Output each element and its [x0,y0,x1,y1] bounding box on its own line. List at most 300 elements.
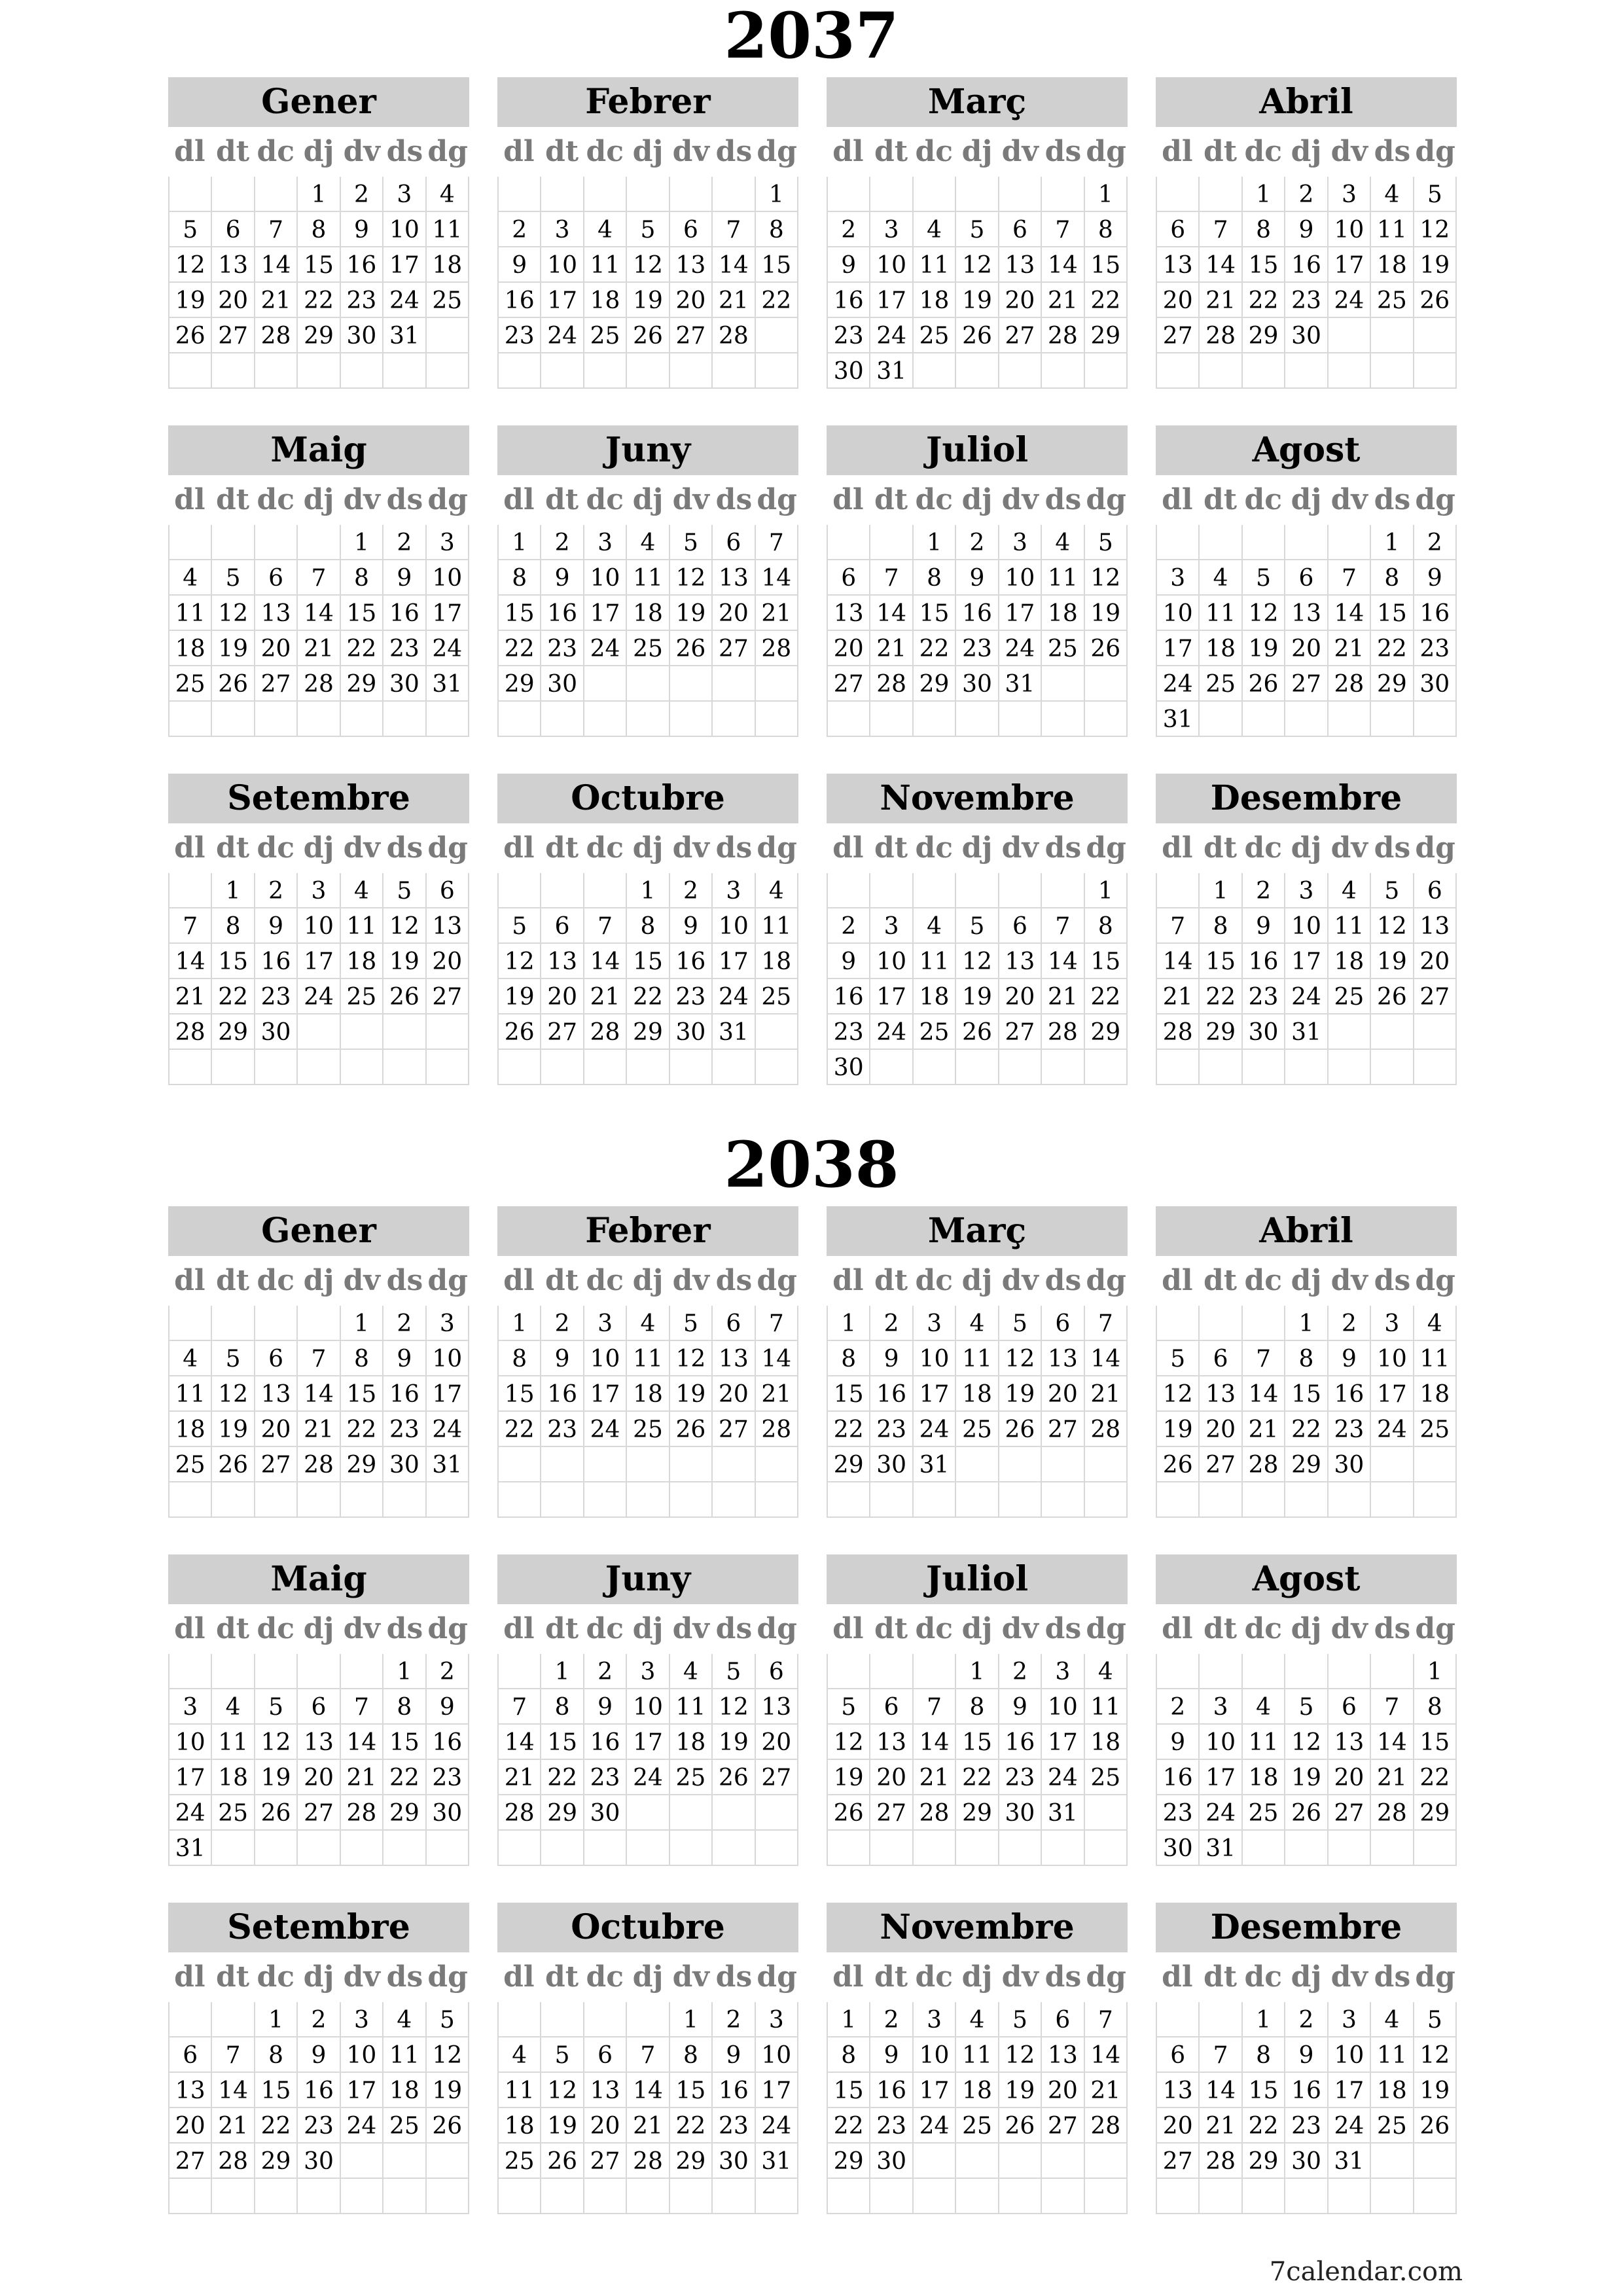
day-cell: 27 [427,979,469,1014]
day-cell: 19 [956,979,999,1014]
weekday-label: dg [1415,135,1455,168]
day-cell: 4 [627,525,669,560]
day-cell: 21 [499,1760,541,1795]
day-cell: 9 [541,560,584,596]
month-calendar [827,1554,1128,1866]
empty-cell [212,1306,255,1341]
empty-cell [383,1014,426,1050]
day-cell: 19 [670,596,713,631]
day-cell: 26 [670,631,713,666]
weekday-label: dv [1001,831,1039,865]
empty-cell [828,1482,870,1518]
weekday-label: dl [1162,483,1193,516]
day-cell: 30 [383,666,426,702]
day-cell: 31 [870,353,913,389]
day-cell: 30 [427,1795,469,1831]
empty-cell [670,702,713,737]
weekday-label: dc [257,135,295,168]
day-cell: 10 [1285,908,1328,944]
day-cell: 18 [341,944,383,979]
day-cell: 11 [670,1689,713,1725]
weekday-label: dc [915,135,954,168]
empty-cell [169,353,212,389]
empty-cell [255,525,298,560]
weekday-label: dj [303,1264,334,1297]
day-cell: 7 [627,2037,669,2073]
weekday-label: dl [1162,1612,1193,1645]
empty-cell [427,1014,469,1050]
day-cell: 1 [1085,177,1128,212]
day-cell: 21 [1157,979,1200,1014]
day-cell: 15 [756,247,798,283]
empty-cell [255,1050,298,1085]
day-cell: 12 [255,1725,298,1760]
empty-cell [169,2002,212,2037]
day-cell: 13 [756,1689,798,1725]
empty-cell [341,353,383,389]
empty-cell [870,1482,913,1518]
day-cell: 6 [427,873,469,908]
empty-cell [383,353,426,389]
day-cell: 22 [828,2108,870,2144]
empty-cell [255,1482,298,1518]
day-cell: 26 [1243,666,1285,702]
day-cell: 7 [1042,212,1084,247]
empty-cell [756,318,798,353]
day-cell: 12 [670,1341,713,1376]
day-cell: 8 [1200,908,1242,944]
day-cell: 28 [756,1412,798,1447]
weekday-label: dv [343,1612,380,1645]
empty-cell [1243,2179,1285,2214]
day-cell: 31 [383,318,426,353]
empty-cell [1042,873,1084,908]
empty-cell [1414,353,1457,389]
weekday-label: ds [1374,1264,1411,1297]
day-cell: 13 [713,1341,755,1376]
day-cell: 5 [427,2002,469,2037]
empty-cell [584,2179,627,2214]
day-cell: 22 [383,1760,426,1795]
day-cell: 11 [1371,212,1414,247]
day-cell: 15 [670,2073,713,2108]
day-cell: 13 [1414,908,1457,944]
empty-cell [541,1831,584,1866]
day-cell: 3 [1371,1306,1414,1341]
day-cell: 10 [914,2037,956,2073]
day-cell: 21 [1042,283,1084,318]
weekday-label: dc [586,135,624,168]
weekday-label: dc [586,831,624,865]
day-cell: 13 [1042,2037,1084,2073]
weekday-header [168,475,469,525]
day-cell: 18 [956,1376,999,1412]
day-cell: 26 [1414,283,1457,318]
day-cell: 7 [341,1689,383,1725]
day-cell: 7 [1042,908,1084,944]
weekday-label: dg [1086,1264,1126,1297]
weekday-header [827,127,1128,177]
weekday-label: dl [1162,831,1193,865]
empty-cell [383,2179,426,2214]
day-grid [827,1654,1128,1866]
empty-cell [1157,1654,1200,1689]
month-name: Abril [1156,77,1457,127]
day-cell: 25 [499,2144,541,2179]
weekday-label: dg [427,1960,468,1994]
empty-cell [212,702,255,737]
empty-cell [828,525,870,560]
day-cell: 9 [1157,1725,1200,1760]
day-cell: 21 [627,2108,669,2144]
day-cell: 30 [1285,2144,1328,2179]
empty-cell [914,702,956,737]
month-calendar [168,1554,469,1866]
empty-cell [828,1654,870,1689]
day-cell: 15 [383,1725,426,1760]
day-cell: 21 [1200,283,1242,318]
day-cell: 7 [298,560,340,596]
day-cell: 30 [1285,318,1328,353]
empty-cell [914,1482,956,1518]
day-cell: 30 [298,2144,340,2179]
month-calendar [168,1206,469,1518]
day-cell: 26 [999,2108,1042,2144]
day-cell: 25 [1371,283,1414,318]
day-cell: 5 [169,212,212,247]
empty-cell [255,1654,298,1689]
day-cell: 12 [1157,1376,1200,1412]
day-cell: 29 [828,1447,870,1482]
day-cell: 14 [212,2073,255,2108]
day-cell: 6 [298,1689,340,1725]
day-cell: 21 [298,631,340,666]
empty-cell [999,873,1042,908]
weekday-label: dj [632,1612,664,1645]
weekday-label: dg [1086,1612,1126,1645]
day-cell: 14 [1085,2037,1128,2073]
day-cell: 6 [1414,873,1457,908]
weekday-label: dg [1415,1960,1455,1994]
empty-cell [713,1831,755,1866]
day-cell: 23 [828,318,870,353]
day-cell: 23 [1285,283,1328,318]
day-cell: 29 [828,2144,870,2179]
weekday-label: dt [874,831,908,865]
day-cell: 11 [383,2037,426,2073]
day-cell: 18 [169,631,212,666]
empty-cell [670,2179,713,2214]
weekday-label: dl [503,483,535,516]
empty-cell [1329,1050,1371,1085]
day-cell: 8 [670,2037,713,2073]
weekday-header [497,823,798,873]
weekday-label: dc [1244,1960,1283,1994]
empty-cell [499,2002,541,2037]
day-cell: 27 [1414,979,1457,1014]
day-cell: 25 [914,318,956,353]
weekday-label: dc [915,1264,954,1297]
weekday-label: dc [1244,1264,1283,1297]
day-cell: 28 [1243,1447,1285,1482]
month-name: Maig [168,1554,469,1604]
day-cell: 16 [383,596,426,631]
weekday-label: dv [1330,1960,1368,1994]
day-cell: 19 [670,1376,713,1412]
empty-cell [870,1831,913,1866]
day-cell: 5 [956,212,999,247]
day-cell: 28 [584,1014,627,1050]
day-cell: 2 [383,525,426,560]
weekday-label: dc [586,1612,624,1645]
day-cell: 1 [499,525,541,560]
weekday-header [1156,1952,1457,2002]
day-grid [1156,873,1457,1085]
day-cell: 15 [1414,1725,1457,1760]
day-cell: 28 [169,1014,212,1050]
empty-cell [1200,2002,1242,2037]
year-title: 2038 [724,1128,899,1202]
day-cell: 26 [427,2108,469,2144]
empty-cell [1157,1306,1200,1341]
day-cell: 16 [298,2073,340,2108]
day-cell: 24 [1285,979,1328,1014]
empty-cell [956,2144,999,2179]
day-cell: 10 [1371,1341,1414,1376]
empty-cell [212,1482,255,1518]
day-cell: 25 [427,283,469,318]
day-cell: 22 [1243,2108,1285,2144]
day-cell: 6 [212,212,255,247]
month-name: Febrer [497,77,798,127]
day-cell: 9 [713,2037,755,2073]
day-cell: 15 [255,2073,298,2108]
day-cell: 7 [713,212,755,247]
day-cell: 29 [499,666,541,702]
empty-cell [1285,1831,1328,1866]
day-cell: 1 [1243,2002,1285,2037]
day-cell: 19 [255,1760,298,1795]
empty-cell [1414,1482,1457,1518]
site-watermark: 7calendar.com [1269,2257,1463,2287]
day-cell: 3 [1285,873,1328,908]
day-cell: 10 [627,1689,669,1725]
empty-cell [1371,2179,1414,2214]
day-cell: 5 [255,1689,298,1725]
day-cell: 25 [956,1412,999,1447]
day-grid [827,2002,1128,2214]
weekday-label: ds [1044,483,1082,516]
day-cell: 8 [341,1341,383,1376]
empty-cell [499,177,541,212]
day-cell: 3 [169,1689,212,1725]
empty-cell [427,353,469,389]
weekday-header [1156,1256,1457,1306]
empty-cell [169,1306,212,1341]
day-cell: 15 [1085,944,1128,979]
weekday-label: dl [174,1612,205,1645]
day-cell: 19 [169,283,212,318]
empty-cell [541,1482,584,1518]
empty-cell [999,1447,1042,1482]
empty-cell [870,1050,913,1085]
month-name: Març [827,1206,1128,1256]
weekday-label: dl [503,1960,535,1994]
day-cell: 13 [212,247,255,283]
day-cell: 12 [627,247,669,283]
day-cell: 26 [169,318,212,353]
empty-cell [169,1654,212,1689]
day-cell: 1 [1243,177,1285,212]
day-cell: 6 [999,212,1042,247]
day-cell: 18 [427,247,469,283]
empty-cell [298,1050,340,1085]
day-cell: 30 [670,1014,713,1050]
empty-cell [713,2179,755,2214]
empty-cell [383,1050,426,1085]
day-cell: 27 [1285,666,1328,702]
day-cell: 3 [427,525,469,560]
day-cell: 1 [914,525,956,560]
day-cell: 30 [956,666,999,702]
day-cell: 8 [828,2037,870,2073]
weekday-label: ds [715,135,753,168]
day-cell: 5 [1414,2002,1457,2037]
day-cell: 6 [713,525,755,560]
empty-cell [212,525,255,560]
day-cell: 3 [1042,1654,1084,1689]
empty-cell [713,666,755,702]
day-cell: 23 [1243,979,1285,1014]
day-cell: 20 [584,2108,627,2144]
weekday-label: dc [586,483,624,516]
empty-cell [1085,1795,1128,1831]
empty-cell [713,1447,755,1482]
day-cell: 14 [1371,1725,1414,1760]
day-cell: 15 [956,1725,999,1760]
day-cell: 21 [1042,979,1084,1014]
day-cell: 18 [1329,944,1371,979]
day-cell: 12 [713,1689,755,1725]
day-cell: 28 [1157,1014,1200,1050]
day-cell: 4 [670,1654,713,1689]
weekday-label: dj [1291,1264,1322,1297]
day-cell: 27 [670,318,713,353]
day-cell: 26 [1285,1795,1328,1831]
day-cell: 17 [1042,1725,1084,1760]
month-name: Gener [168,1206,469,1256]
day-grid [1156,177,1457,389]
weekday-label: dt [545,831,579,865]
weekday-label: dg [427,1264,468,1297]
day-cell: 7 [1200,212,1242,247]
day-cell: 24 [541,318,584,353]
day-cell: 17 [1285,944,1328,979]
day-cell: 26 [956,1014,999,1050]
day-cell: 12 [999,2037,1042,2073]
day-cell: 19 [212,631,255,666]
empty-cell [427,1482,469,1518]
empty-cell [1285,1050,1328,1085]
day-cell: 16 [999,1725,1042,1760]
day-cell: 1 [670,2002,713,2037]
day-cell: 28 [1085,2108,1128,2144]
empty-cell [1285,353,1328,389]
day-cell: 12 [1243,596,1285,631]
empty-cell [1285,1482,1328,1518]
weekday-label: ds [715,1264,753,1297]
day-cell: 9 [427,1689,469,1725]
day-cell: 29 [1414,1795,1457,1831]
day-cell: 12 [212,1376,255,1412]
day-cell: 30 [584,1795,627,1831]
weekday-label: dj [1291,483,1322,516]
day-cell: 2 [1329,1306,1371,1341]
day-cell: 13 [1200,1376,1242,1412]
day-cell: 8 [627,908,669,944]
weekday-label: dj [961,1960,993,1994]
day-cell: 3 [870,908,913,944]
day-cell: 1 [1085,873,1128,908]
weekday-label: dc [257,831,295,865]
day-cell: 21 [255,283,298,318]
empty-cell [1200,1050,1242,1085]
day-cell: 4 [956,2002,999,2037]
empty-cell [1085,1447,1128,1482]
empty-cell [1371,2144,1414,2179]
day-cell: 20 [1200,1412,1242,1447]
day-cell: 22 [1371,631,1414,666]
day-cell: 30 [828,353,870,389]
weekday-header [1156,823,1457,873]
day-cell: 1 [541,1654,584,1689]
empty-cell [383,702,426,737]
day-cell: 29 [212,1014,255,1050]
day-cell: 13 [670,247,713,283]
day-cell: 8 [1085,212,1128,247]
weekday-label: ds [715,831,753,865]
empty-cell [1042,702,1084,737]
day-cell: 17 [584,596,627,631]
day-cell: 2 [541,1306,584,1341]
weekday-label: dj [961,1612,993,1645]
day-cell: 16 [427,1725,469,1760]
empty-cell [713,353,755,389]
day-cell: 25 [1414,1412,1457,1447]
day-cell: 21 [713,283,755,318]
empty-cell [499,1050,541,1085]
day-cell: 27 [255,666,298,702]
day-cell: 24 [713,979,755,1014]
empty-cell [427,702,469,737]
day-cell: 30 [828,1050,870,1085]
weekday-label: dc [257,1612,295,1645]
day-cell: 31 [1157,702,1200,737]
empty-cell [756,1482,798,1518]
day-cell: 1 [828,1306,870,1341]
day-cell: 24 [298,979,340,1014]
month-name: Agost [1156,1554,1457,1604]
day-cell: 5 [1085,525,1128,560]
day-cell: 28 [1200,2144,1242,2179]
day-cell: 22 [914,631,956,666]
empty-cell [1085,2144,1128,2179]
day-cell: 11 [756,908,798,944]
day-cell: 2 [870,1306,913,1341]
empty-cell [627,2179,669,2214]
day-grid [827,873,1128,1085]
month-name: Novembre [827,1903,1128,1952]
